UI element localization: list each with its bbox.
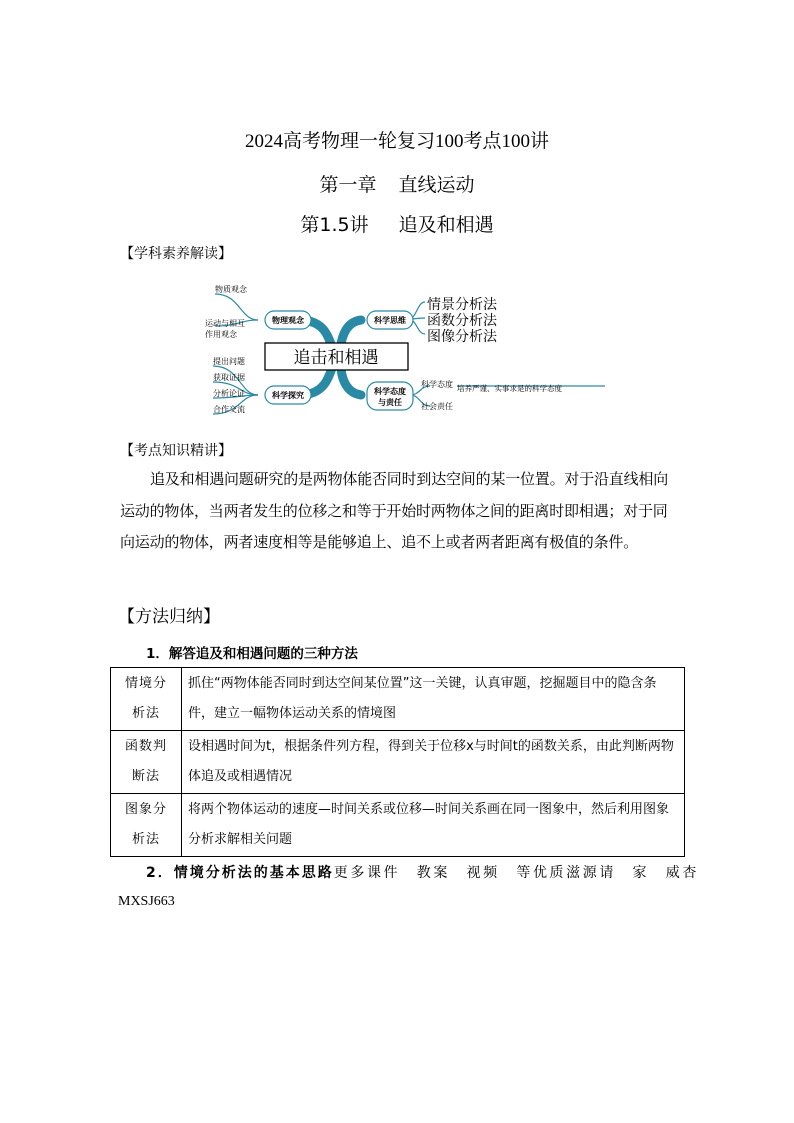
table-row: [111, 731, 685, 794]
inquiry-item: 提出问题: [213, 357, 245, 366]
method-description: 设相遇时间为t，根据条件列方程，得到关于位移x与时间t的函数关系，由此判断两物体追及或相遇情况: [182, 731, 685, 794]
method-name: 函数判断法: [111, 731, 182, 794]
attitude-item: 社会责任: [421, 402, 453, 411]
table-row: [111, 668, 685, 731]
inquiry-item: 分析论证: [213, 389, 245, 398]
attitude-item: 科学态度: [421, 380, 453, 389]
document-title: 2024高考物理一轮复习100考点100讲: [244, 131, 549, 152]
section-knowledge-heading: 【考点知识精讲】: [120, 443, 232, 459]
table-row: [111, 794, 685, 857]
methods-table: [110, 667, 685, 857]
center-node-label: 追击和相遇: [293, 348, 379, 368]
node-physics-concept-label: 物理观念: [272, 316, 304, 325]
inquiry-item: 获取证据: [213, 373, 245, 382]
mind-map: [195, 282, 625, 422]
method-name: 图象分析法: [111, 794, 182, 857]
situation-method-title: 2．情境分析法的基本思路: [146, 865, 334, 881]
thinking-item: 情景分析法: [427, 297, 497, 313]
concept-item: 运动与相互: [205, 319, 245, 328]
concept-item: 物质观念: [215, 285, 247, 294]
inquiry-item: 合作交流: [213, 405, 245, 414]
promo-text: 更多课件 教案 视频 等优质滋源请 家 威杏: [333, 865, 699, 881]
method-name: 情境分析法: [111, 668, 182, 731]
branch-attitude: [341, 368, 361, 395]
node-science-thinking-label: 科学思维: [374, 316, 406, 325]
chapter-heading: [0, 170, 794, 197]
methods-table-title: 1．解答追及和相遇问题的三种方法: [146, 646, 358, 662]
section-literacy-heading: 【学科素养解读】: [120, 246, 232, 262]
method-description: 将两个物体运动的速度—时间关系或位移—时间关系画在同一图象中，然后利用图象分析求解相关问题: [182, 794, 685, 857]
knowledge-paragraph: 追及和相遇问题研究的是两物体能否同时到达空间的某一位置。对于沿直线相向运动的物体，当两者发生的位移之和等于开始时两物体之间的距离时即相遇；对于同向运动的物体，两者速度相等是能够追上、追不上或者两者距离有极值的条件。: [120, 470, 669, 551]
thinking-item: 函数分析法: [427, 313, 497, 329]
node-attitude-label-1: 科学态度: [374, 387, 406, 396]
concept-item: 作用观念: [205, 330, 237, 339]
lecture-heading: [0, 210, 794, 237]
node-attitude-label-2: 与责任: [378, 398, 402, 407]
thinking-item: 图像分析法: [427, 329, 497, 345]
lecture-name: 追及和相遇: [398, 214, 494, 236]
situation-method-heading: [146, 862, 699, 882]
watermark-code: MXSJ663: [118, 894, 175, 909]
chapter-label: 第一章: [319, 174, 377, 196]
section-methods-heading: 【方法归纳】: [118, 607, 220, 627]
node-science-inquiry-label: 科学探究: [272, 391, 304, 400]
chapter-name: 直线运动: [398, 174, 475, 196]
lecture-label: 第1.5讲: [300, 214, 369, 236]
attitude-detail: 培养严谨、实事求是的科学态度: [457, 384, 562, 393]
method-description: 抓住“两物体能否同时到达空间某位置”这一关键，认真审题，挖掘题目中的隐含条件，建立一幅物体运动关系的情境图: [182, 668, 685, 731]
